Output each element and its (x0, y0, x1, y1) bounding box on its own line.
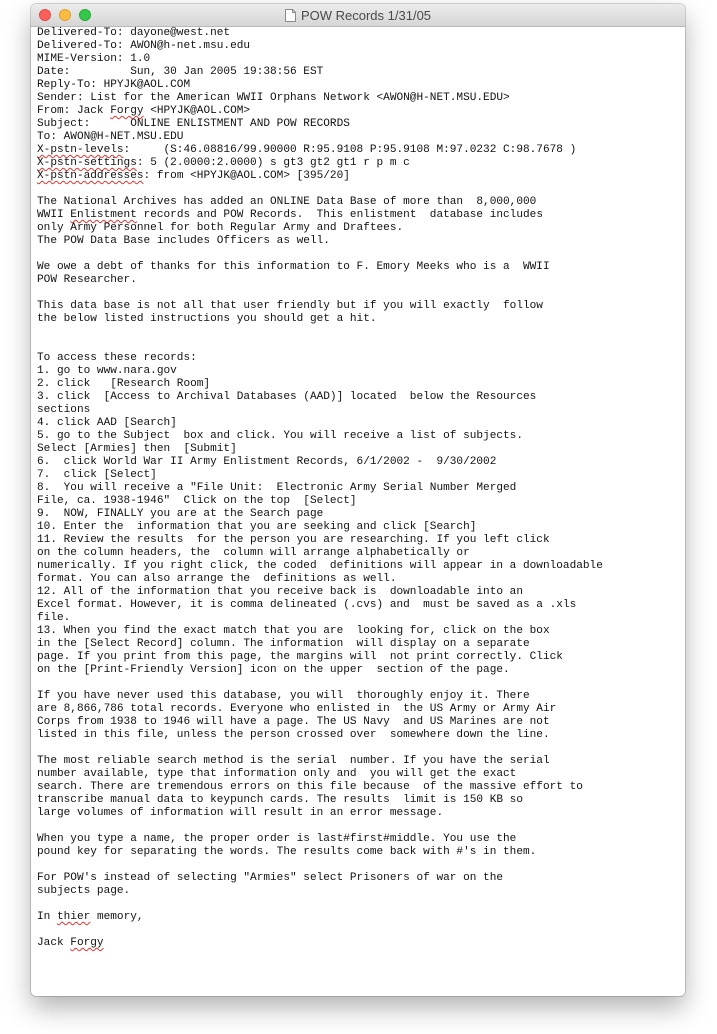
header-line (37, 40, 677, 53)
body-line (37, 183, 677, 196)
text-segment: When you type a name, the proper order is last#first#middle. You use the (37, 833, 517, 845)
body-line (37, 300, 677, 313)
document-window (31, 4, 685, 996)
text-segment: For POW's instead of selecting "Armies" select Prisoners of war on the (37, 872, 504, 884)
body-line (37, 326, 677, 339)
misspelled-word: thier (56, 911, 91, 923)
body-line (37, 222, 677, 235)
text-segment: numerically. If you right click, the coded definitions will appear in a downloadable (37, 560, 603, 572)
text-segment: the below listed instructions you should get a hit. (37, 313, 377, 325)
text-segment: 9. NOW, FINALLY you are at the Search page (37, 508, 324, 520)
text-segment: transcribe manual data to keypunch cards. The results limit is 150 KB so (37, 794, 523, 806)
body-line (37, 911, 677, 924)
header-line (37, 66, 677, 79)
body-line (37, 586, 677, 599)
text-segment: POW Researcher. (37, 274, 137, 286)
body-line (37, 664, 677, 677)
body-line (37, 313, 677, 326)
text-segment: 6. click World War II Army Enlistment Records, 6/1/2002 - 9/30/2002 (37, 456, 497, 468)
body-line (37, 339, 677, 352)
body-line (37, 820, 677, 833)
body-line (37, 859, 677, 872)
body-line (37, 794, 677, 807)
misspelled-word: Forgy (110, 105, 144, 117)
text-segment: format. You can also arrange the definitions as well. (37, 573, 397, 585)
text-segment: 10. Enter the information that you are seeking and click [Search] (37, 521, 477, 533)
body-line (37, 651, 677, 664)
header-line (37, 53, 677, 66)
text-segment: memory, (90, 911, 144, 923)
text-segment: on the [Print-Friendly Version] icon on the upper section of the page. (37, 664, 510, 676)
text-segment: Reply-To: HPYJK@AOL.COM (37, 79, 191, 91)
body-line (37, 430, 677, 443)
text-segment: Select [Armies] then [Submit] (37, 443, 237, 455)
text-segment: MIME-Version: 1.0 (37, 53, 151, 65)
text-segment: page. If you print from this page, the margins will not print correctly. Click (37, 651, 563, 663)
body-line (37, 235, 677, 248)
text-segment: are 8,866,786 total records. Everyone who enlisted in the US Army or Army Air (37, 703, 557, 715)
text-segment: We owe a debt of thanks for this information to F. Emory Meeks who is a WWII (37, 261, 550, 273)
body-line (37, 690, 677, 703)
header-line (37, 157, 677, 170)
body-line (37, 898, 677, 911)
text-segment: sections (37, 404, 91, 416)
body-line (37, 456, 677, 469)
header-line (37, 144, 677, 157)
body-line (37, 742, 677, 755)
text-segment: 11. Review the results for the person you are researching. If you left click (37, 534, 550, 546)
text-segment: Excel format. However, it is comma delineated (.cvs) and must be saved as a .xls (37, 599, 577, 611)
text-segment: In (37, 911, 57, 923)
text-segment: : from <HPYJK@AOL.COM> [395/20] (143, 170, 350, 182)
text-segment: 8. You will receive a "File Unit: Electronic Army Serial Number Merged (37, 482, 517, 494)
text-segment: Corps from 1938 to 1946 will have a page. The US Navy and US Marines are not (37, 716, 550, 728)
email-body (37, 183, 677, 950)
body-line (37, 365, 677, 378)
text-segment: To access these records: (37, 352, 197, 364)
window-title: POW Records 1/31/05 (300, 7, 432, 23)
text-segment: From: Jack (37, 105, 111, 117)
body-line (37, 534, 677, 547)
text-segment: Subject: ONLINE ENLISTMENT AND POW RECORDS (37, 118, 350, 130)
body-line (37, 287, 677, 300)
body-line (37, 599, 677, 612)
text-segment: Jack (37, 937, 71, 949)
header-line (37, 131, 677, 144)
misspelled-word: X-pstn-settings (37, 157, 137, 169)
body-line (37, 378, 677, 391)
body-line (37, 677, 677, 690)
body-line (37, 755, 677, 768)
header-line (37, 79, 677, 92)
text-segment: in the [Select Record] column. The information will display on a separate (37, 638, 530, 650)
body-line (37, 573, 677, 586)
text-segment: large volumes of information will result in an error message. (37, 807, 444, 819)
text-segment: The POW Data Base includes Officers as well. (37, 235, 330, 247)
body-line (37, 248, 677, 261)
text-segment: The most reliable search method is the serial number. If you have the serial (37, 755, 550, 767)
body-line (37, 625, 677, 638)
body-line (37, 833, 677, 846)
text-segment: The National Archives has added an ONLINE Data Base of more than 8,000,000 (37, 196, 537, 208)
document-icon (285, 9, 296, 22)
text-segment: records and POW Records. This enlistment database includes (136, 209, 543, 221)
email-text-content[interactable] (37, 27, 677, 992)
body-line (37, 703, 677, 716)
body-line (37, 638, 677, 651)
body-line (37, 937, 677, 950)
text-segment: 12. All of the information that you receive back is downloadable into an (37, 586, 523, 598)
text-segment: number available, type that information only and you will get the exact (37, 768, 517, 780)
text-segment: This data base is not all that user friendly but if you will exactly follow (37, 300, 543, 312)
body-line (37, 352, 677, 365)
text-segment: 4. click AAD [Search] (37, 417, 177, 429)
header-line (37, 92, 677, 105)
body-line (37, 872, 677, 885)
body-line (37, 768, 677, 781)
header-line (37, 170, 677, 183)
text-segment: 13. When you find the exact match that you are looking for, click on the box (37, 625, 550, 637)
text-segment: 3. click [Access to Archival Databases (AAD)] located below the Resources (37, 391, 537, 403)
body-line (37, 716, 677, 729)
body-line (37, 417, 677, 430)
text-segment: To: AWON@H-NET.MSU.EDU (37, 131, 184, 143)
text-segment: Date: Sun, 30 Jan 2005 19:38:56 EST (37, 66, 324, 78)
text-segment: If you have never used this database, you will thoroughly enjoy it. There (37, 690, 530, 702)
body-line (37, 274, 677, 287)
misspelled-word: X-pstn-levels (37, 144, 124, 156)
header-line (37, 105, 677, 118)
body-line (37, 729, 677, 742)
misspelled-word: Enlistment (70, 209, 137, 221)
body-line (37, 612, 677, 625)
body-line (37, 196, 677, 209)
text-segment: subjects page. (37, 885, 131, 897)
text-segment: on the column headers, the column will arrange alphabetically or (37, 547, 470, 559)
text-segment: Delivered-To: AWON@h-net.msu.edu (37, 40, 251, 52)
body-line (37, 391, 677, 404)
text-segment: pound key for separating the words. The results come back with #'s in them. (37, 846, 537, 858)
text-segment: : (S:46.08816/99.90000 R:95.9108 P:95.9108 M:97.0232 C:98.7678 ) (123, 144, 577, 156)
body-line (37, 846, 677, 859)
text-segment: 2. click [Research Room] (37, 378, 211, 390)
body-line (37, 547, 677, 560)
window-titlebar[interactable] (31, 4, 685, 27)
text-segment: Delivered-To: dayone@west.net (37, 27, 231, 39)
text-segment: only Army Personnel for both Regular Army and Draftees. (37, 222, 404, 234)
body-line (37, 560, 677, 573)
text-segment: search. There are tremendous errors on this file because of the massive effort to (37, 781, 583, 793)
body-line (37, 807, 677, 820)
body-line (37, 495, 677, 508)
text-segment: listed in this file, unless the person crossed over somewhere down the line. (37, 729, 550, 741)
text-segment: <HPYJK@AOL.COM> (143, 105, 251, 117)
body-line (37, 209, 677, 222)
body-line (37, 508, 677, 521)
text-segment: 5. go to the Subject box and click. You will receive a list of subjects. (37, 430, 523, 442)
body-line (37, 482, 677, 495)
misspelled-word: X-pstn-addresses (37, 170, 144, 182)
text-segment: WWII (37, 209, 71, 221)
body-line (37, 924, 677, 937)
body-line (37, 261, 677, 274)
body-line (37, 885, 677, 898)
email-headers (37, 27, 677, 183)
text-segment: : 5 (2.0000:2.0000) s gt3 gt2 gt1 r p m c (136, 157, 410, 169)
header-line (37, 118, 677, 131)
body-line (37, 469, 677, 482)
body-line (37, 404, 677, 417)
body-line (37, 781, 677, 794)
text-segment: Sender: List for the American WWII Orphans Network <AWON@H-NET.MSU.EDU> (37, 92, 510, 104)
body-line (37, 443, 677, 456)
text-segment: File, ca. 1938-1946" Click on the top [Select] (37, 495, 357, 507)
misspelled-word: Forgy (70, 937, 104, 949)
text-segment: 7. click [Select] (37, 469, 157, 481)
header-line (37, 27, 677, 40)
body-line (37, 521, 677, 534)
text-segment: file. (37, 612, 71, 624)
text-segment: 1. go to www.nara.gov (37, 365, 177, 377)
